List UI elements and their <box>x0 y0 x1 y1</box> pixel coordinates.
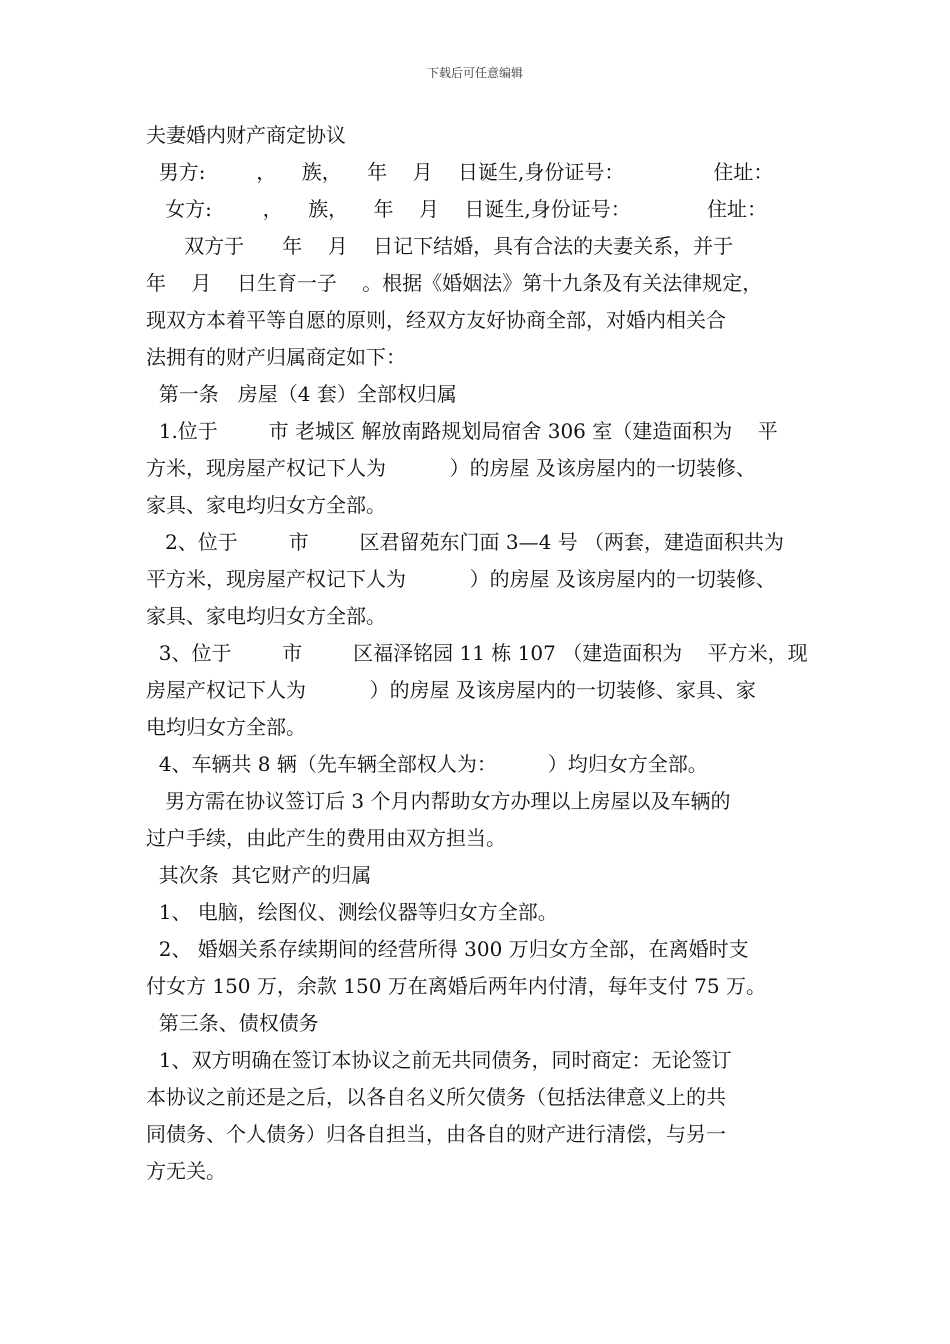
text-line: 本协议之前还是之后，以各自名义所欠债务（包括法律意义上的共 <box>146 1085 726 1109</box>
text-line: 房屋产权记下人为 ）的房屋 及该房屋内的一切装修、家具、家 <box>146 678 756 702</box>
text-line: 平方米，现房屋产权记下人为 ）的房屋 及该房屋内的一切装修、 <box>146 567 776 591</box>
text-line: 方米，现房屋产权记下人为 ）的房屋 及该房屋内的一切装修、 <box>146 456 756 480</box>
text-line: 方无关。 <box>146 1159 226 1183</box>
text-line: 过户手续，由此产生的费用由双方担当。 <box>146 826 506 850</box>
text-line: 家具、家电均归女方全部。 <box>146 493 386 517</box>
text-line: 家具、家电均归女方全部。 <box>146 604 386 628</box>
text-line: 法拥有的财产归属商定如下： <box>146 345 406 369</box>
text-line: 男方: ， 族， 年 月 日诞生,身份证号： 住址： <box>146 160 774 184</box>
text-line: 同债务、个人债务）归各自担当，由各自的财产进行清偿，与另一 <box>146 1122 726 1146</box>
text-line: 2、位于 市 区君留苑东门面 3—4 号 （两套，建造面积共为 <box>146 530 785 554</box>
text-line: 4、车辆共 8 辆（先车辆全部权人为： ）均归女方全部。 <box>146 752 708 776</box>
text-line: 电均归女方全部。 <box>146 715 306 739</box>
section-heading: 第三条、债权债务 <box>146 1011 319 1035</box>
text-line: 2、 婚姻关系存续期间的经营所得 300 万归女方全部，在离婚时支 <box>146 937 749 961</box>
text-line: 女方: ， 族， 年 月 日诞生,身份证号： 住址： <box>146 197 768 221</box>
section-heading: 第一条 房屋（4 套）全部权归属 <box>146 382 457 406</box>
section-heading: 其次条 其它财产的归属 <box>146 863 372 887</box>
text-line: 现双方本着平等自愿的原则，经双方友好协商全部，对婚内相关合 <box>146 308 726 332</box>
text-line: 1.位于 市 老城区 解放南路规划局宿舍 306 室（建造面积为 平 <box>146 419 778 443</box>
text-line: 双方于 年 月 日记下结婚，具有合法的夫妻关系，并于 <box>146 234 734 258</box>
text-line: 付女方 150 万，余款 150 万在离婚后两年内付清，每年支付 75 万。 <box>146 974 766 998</box>
text-line: 1、双方明确在签订本协议之前无共同债务，同时商定：无论签订 <box>146 1048 732 1072</box>
text-line: 男方需在协议签订后 3 个月内帮助女方办理以上房屋以及车辆的 <box>146 789 731 813</box>
header-note: 下载后可任意编辑 <box>426 66 523 80</box>
document-title: 夫妻婚内财产商定协议 <box>146 123 346 147</box>
text-line: 3、位于 市 区福泽铭园 11 栋 107 （建造面积为 平方米，现 <box>146 641 808 665</box>
text-line: 1、 电脑，绘图仪、测绘仪器等归女方全部。 <box>146 900 558 924</box>
text-line: 年 月 日生育一子 。根据《婚姻法》第十九条及有关法律规定， <box>146 271 763 295</box>
